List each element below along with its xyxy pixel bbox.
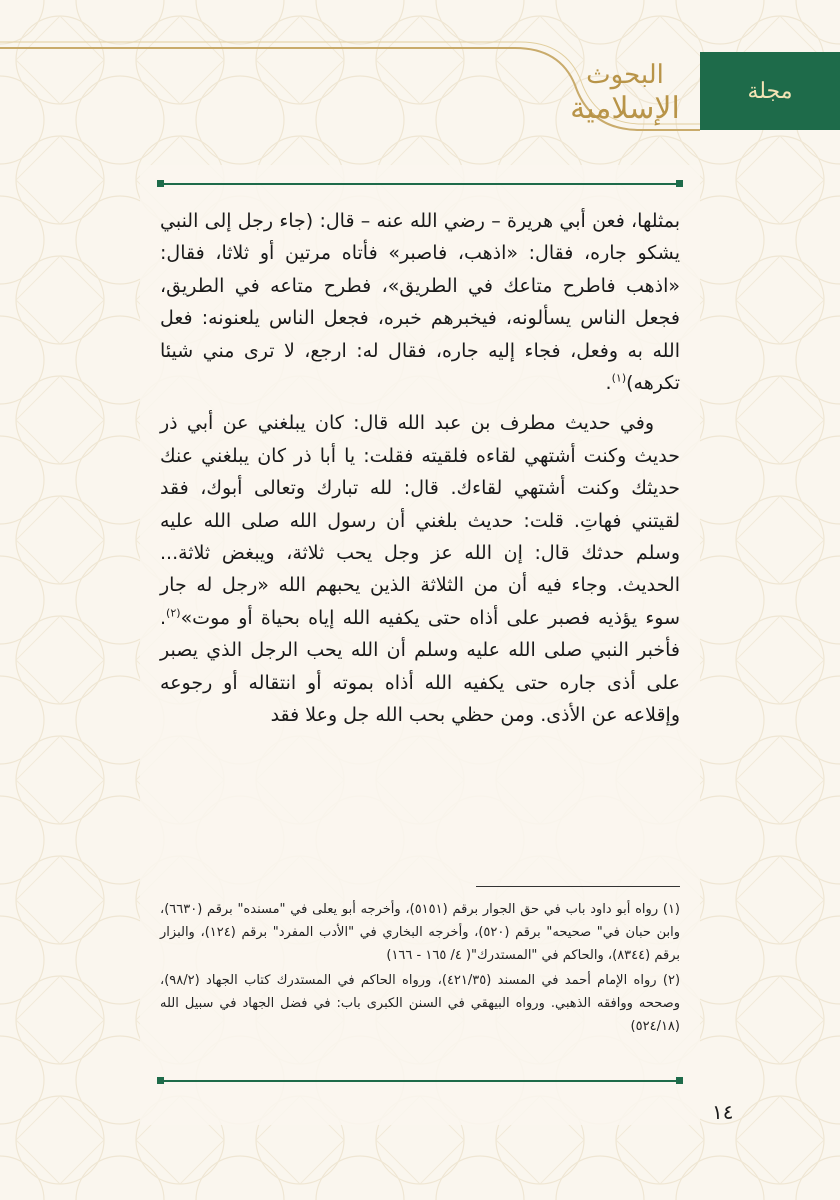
- footnote-separator: [476, 886, 680, 887]
- footnotes: [160, 898, 680, 1040]
- paragraph-1: [160, 205, 680, 399]
- logo-line1: البحوث: [586, 60, 664, 90]
- footnote-ref-1: (١): [611, 371, 627, 385]
- paragraph-2-text-b: . فأخبر النبي صلى الله عليه وسلم أن الله يحب الرجل الذي يصبر على أذى جاره حتى يكفيه الله أذاه بموته أو انتقاله أو رجوعه وإقلاعه عن الأذى. ومن حظي بحب الله جل وعلا فقد: [160, 606, 680, 727]
- logo-line2: الإسلامية: [570, 91, 680, 126]
- footnote-2: (٢) رواه الإمام أحمد في المسند (٤٢١/٣٥)، ورواه الحاكم في المستدرك كتاب الجهاد (٩٨/٢)، وصححه ووافقه الذهبي. ورواه البيهقي في السنن الكبرى باب: في فضل الجهاد في سبيل الله (٥٢٤/١٨): [160, 973, 681, 1034]
- top-rule: [160, 183, 680, 185]
- footnote-1: (١) رواه أبو داود باب في حق الجوار برقم (٥١٥١)، وأخرجه أبو يعلى في "مسنده" برقم (٦٦٣٠)، وابن حبان في" صحيحه" برقم (٥٢٠)، وأخرجه البخاري في "الأدب المفرد" برقم (١٢٤)، والبزار برقم (٨٣٤٤)، والحاكم في "المستدرك"( ٤/ ١٦٥ - ١٦٦): [160, 902, 680, 963]
- magazine-label: مجلة: [700, 52, 840, 130]
- footnote-ref-2: (٢): [166, 606, 181, 620]
- page-number: ١٤: [712, 1100, 734, 1124]
- magazine-logo: [555, 58, 695, 136]
- article-body: [160, 205, 680, 732]
- paragraph-2: [160, 407, 680, 731]
- paragraph-2-text-a: وفي حديث مطرف بن عبد الله قال: كان يبلغني عن أبي ذر حديث وكنت أشتهي لقاءه فلقيته فقلت: يا أبا ذر كان يبلغني عنك حديثك وكنت أشتهي لقاءك. قال: لله تبارك وتعالى أبوك، فقد لقيتني فهاتِ. قلت: حديث بلغني أن رسول الله صلى الله عليه وسلم حدثك قال: إن الله عز وجل يحب ثلاثة، ويبغض ثلاثة... الحديث. وجاء فيه أن من الثلاثة الذين يحبهم الله «رجل له جار سوء يؤذيه فصبر على أذاه حتى يكفيه الله إياه بحياة أو موت»: [160, 412, 680, 629]
- paragraph-1-end: .: [605, 372, 612, 395]
- paragraph-1-text: بمثلها، فعن أبي هريرة – رضي الله عنه – قال: (جاء رجل إلى النبي يشكو جاره، فقال: «اذهب، فاصبر» فأتاه مرتين أو ثلاثا، فقال: «اذهب فاطرح متاعك في الطريق»، فطرح متاعه في الطريق، فجعل الناس يسألونه، فيخبرهم خبره، فجعل الناس يلعنونه: فعل الله به وفعل، فجاء إليه جاره، فقال له: ارجع، لا ترى مني شيئا تكرهه): [160, 210, 680, 395]
- bottom-rule: [160, 1080, 680, 1082]
- page-header: [0, 0, 840, 150]
